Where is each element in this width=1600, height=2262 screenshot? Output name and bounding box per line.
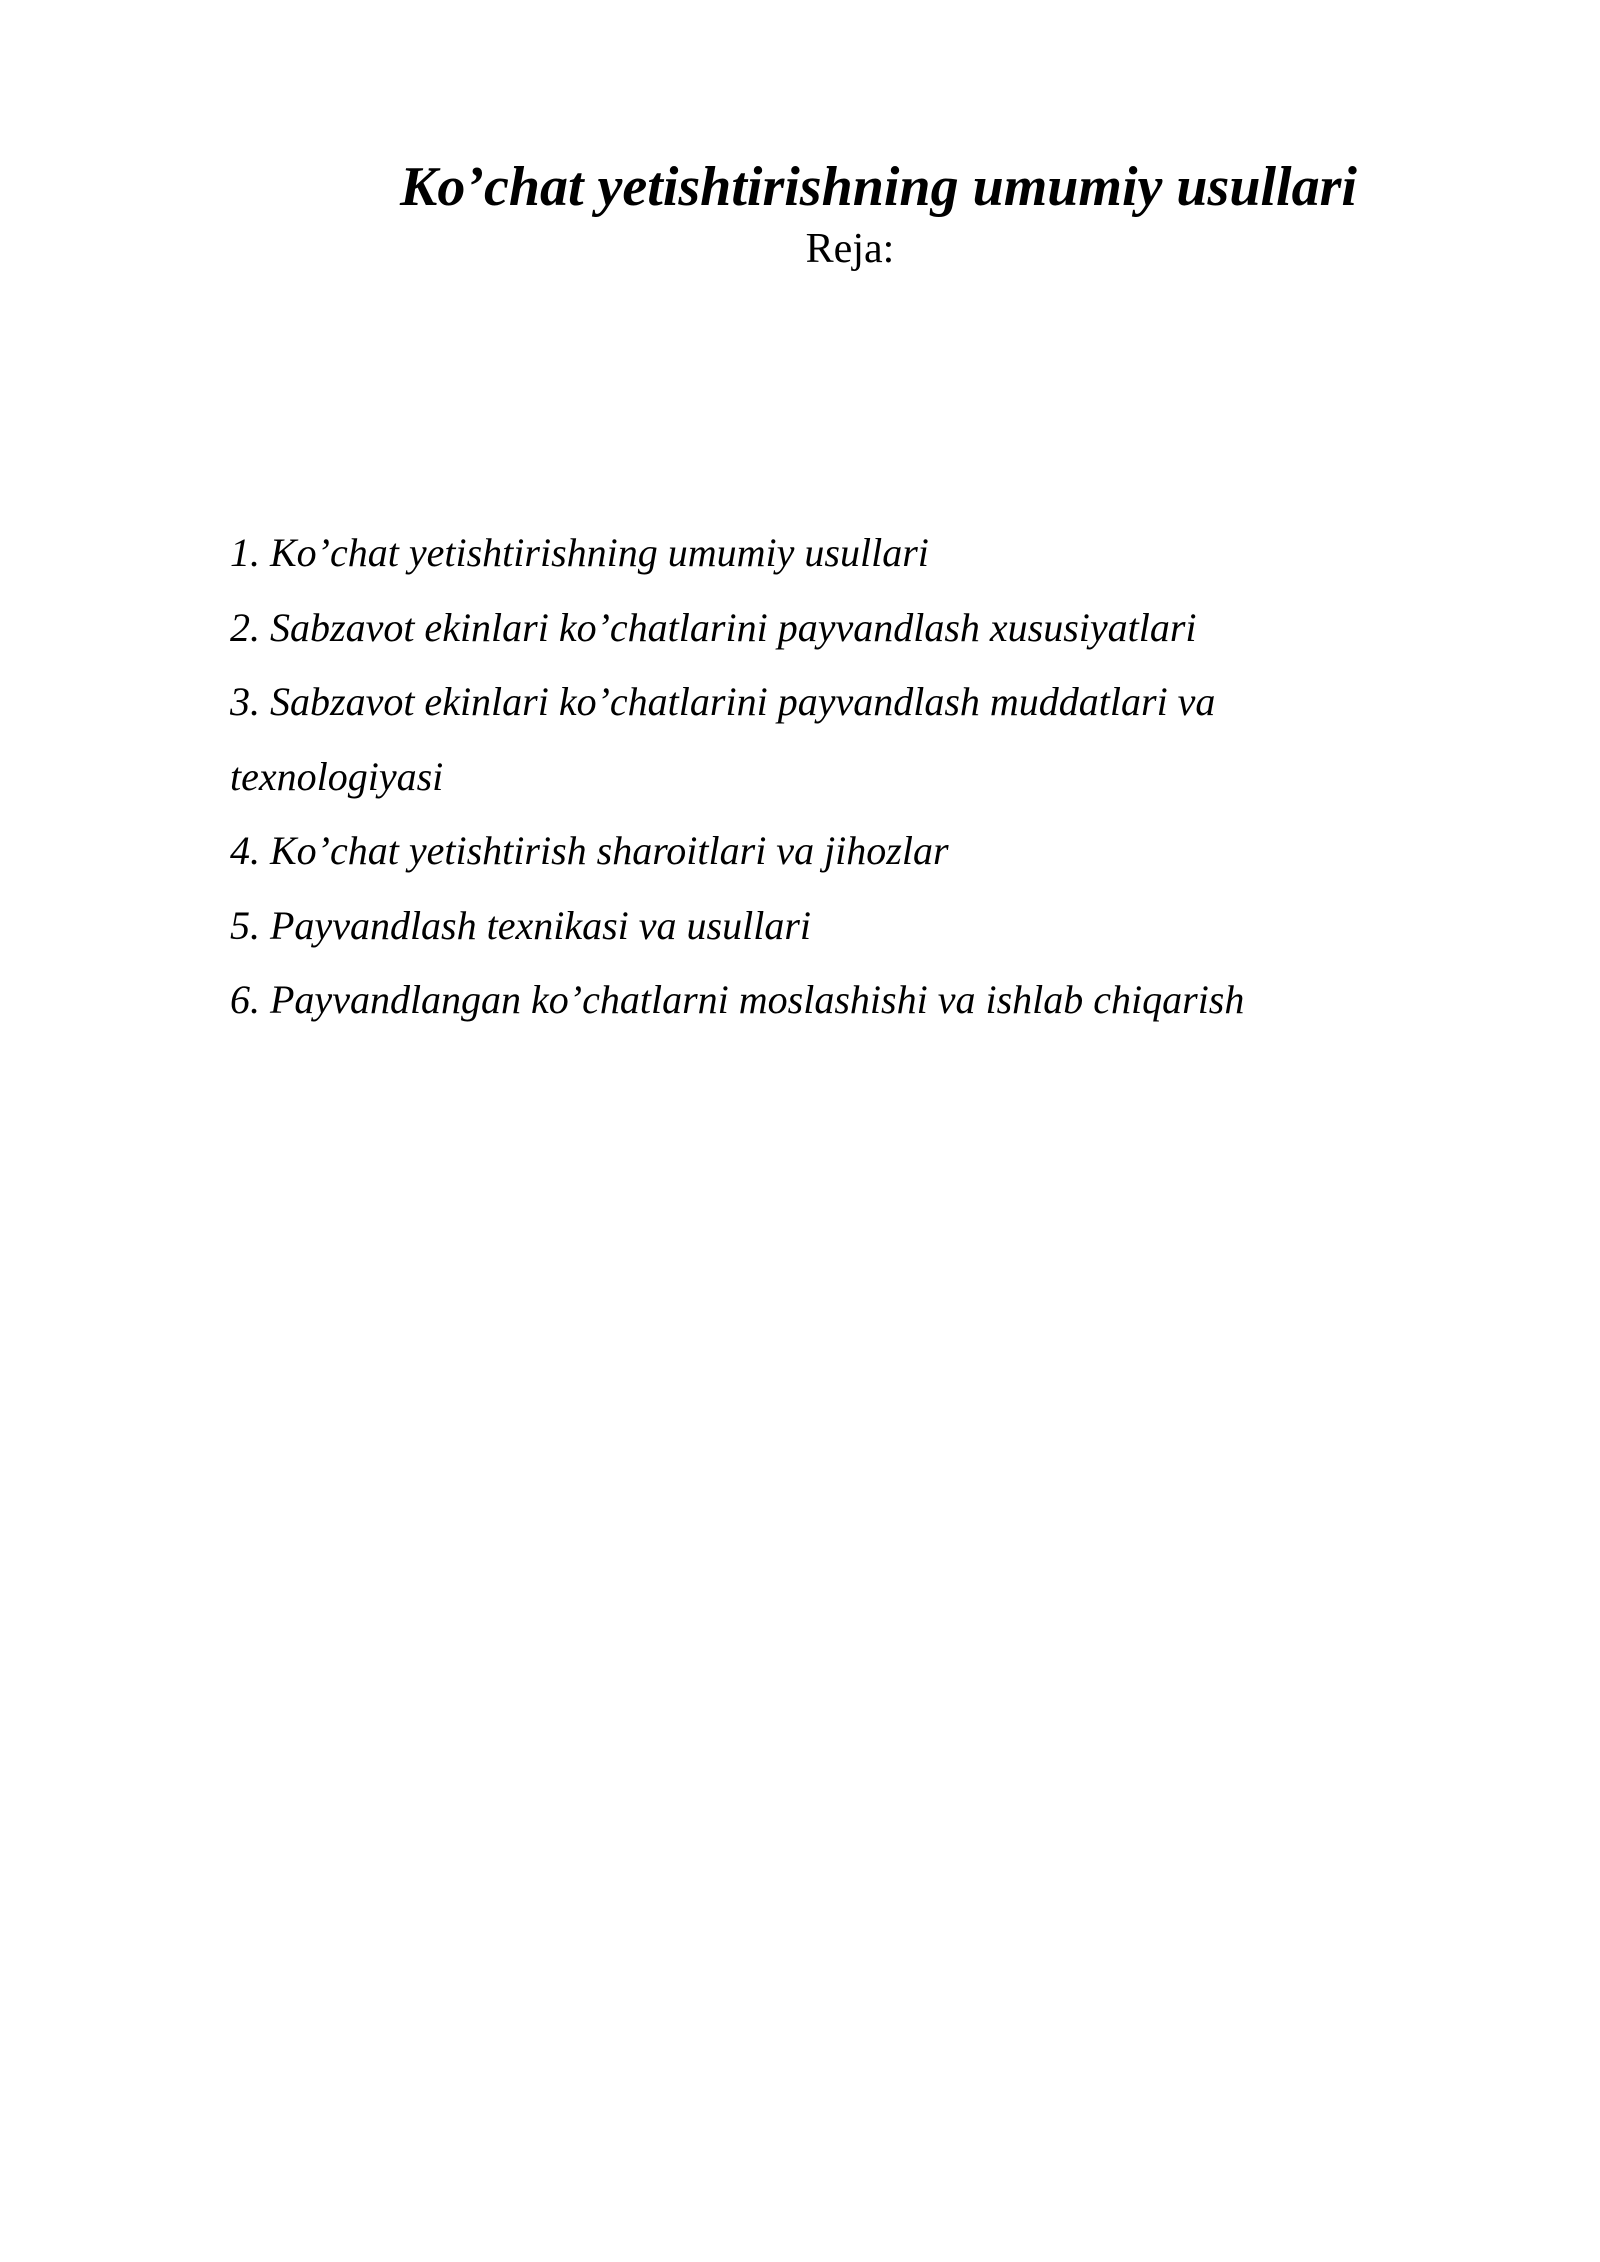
document-title: Ko’chat yetishtirishning umumiy usullari — [400, 156, 1357, 218]
plan-item-continuation: texnologiyasi — [230, 753, 444, 799]
plan-list — [230, 516, 1390, 1038]
plan-item: 1. Ko’chat yetishtirishning umumiy usullari — [230, 530, 929, 575]
plan-item: 2. Sabzavot ekinlari ko’chatlarini payvandlash xususiyatlari — [230, 604, 1197, 650]
plan-item: 5. Payvandlash texnikasi va usullari — [230, 902, 812, 948]
plan-item: 6. Payvandlangan ko’chatlarni moslashishi va ishlab chiqarish — [230, 977, 1245, 1022]
plan-heading: Reja: — [805, 226, 895, 272]
plan-item: 4. Ko’chat yetishtirish sharoitlari va jihozlar — [230, 828, 949, 873]
plan-item: 3. Sabzavot ekinlari ko’chatlarini payvandlash muddatlari va — [230, 679, 1216, 724]
